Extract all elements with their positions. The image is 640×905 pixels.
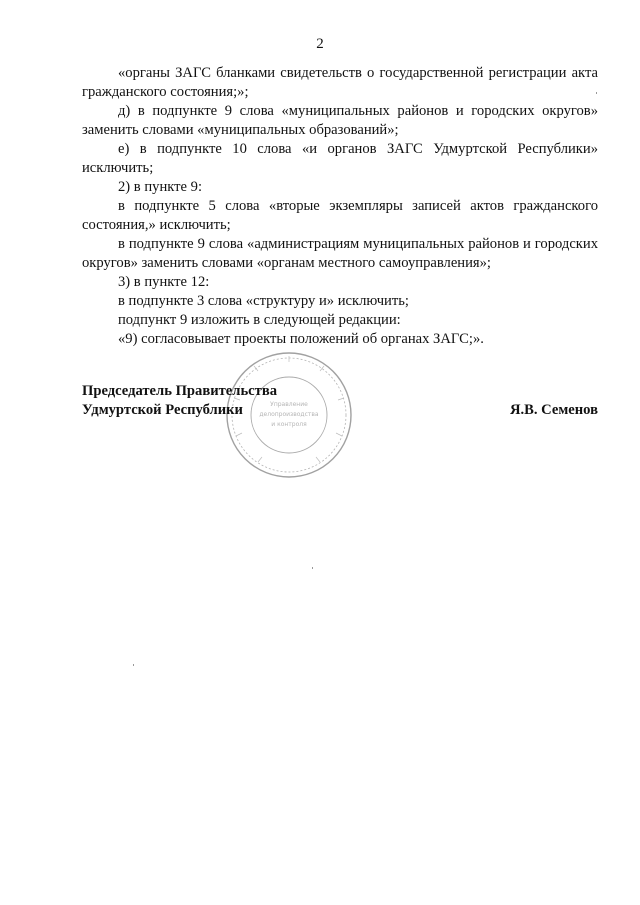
- paragraph: д) в подпункте 9 слова «муниципальных районов и городских округов» заменить словами «муниципальных образований»;: [82, 103, 598, 138]
- scan-speck: [596, 92, 597, 94]
- stamp-line-1: Управление: [270, 401, 308, 408]
- signatory-position-line-1: Председатель Правительства: [82, 383, 278, 399]
- paragraph: 3) в пункте 12:: [118, 274, 210, 290]
- stamp-line-2: делопроизводства: [259, 411, 319, 418]
- paragraph: в подпункте 3 слова «структуру и» исключить;: [118, 293, 409, 309]
- paragraph: е) в подпункте 10 слова «и органов ЗАГС Удмуртской Республики» исключить;: [82, 141, 598, 176]
- paragraph: 2) в пункте 9:: [118, 179, 203, 195]
- scan-speck: [133, 664, 134, 666]
- paragraph: «органы ЗАГС бланками свидетельств о государственной регистрации акта гражданского состояния;»;: [82, 65, 598, 100]
- signatory-name: Я.В. Семенов: [509, 402, 598, 418]
- signatory-position-line-2: Удмуртской Республики: [82, 402, 243, 418]
- page-number: 2: [316, 36, 324, 52]
- stamp-line-3: и контроля: [271, 421, 307, 428]
- scan-speck: [312, 567, 313, 569]
- document-body: [82, 64, 598, 349]
- signature-block: [82, 382, 598, 422]
- paragraph: в подпункте 9 слова «администрациям муниципальных районов и городских округов» заменить словами «органам местного самоуправления»;: [82, 236, 598, 271]
- signatory-position: [82, 382, 277, 420]
- paragraph: «9) согласовывает проекты положений об органах ЗАГС;».: [118, 331, 484, 347]
- paragraph: подпункт 9 изложить в следующей редакции:: [118, 312, 401, 328]
- paragraph: в подпункте 5 слова «вторые экземпляры записей актов гражданского состояния,» исключить;: [82, 198, 598, 233]
